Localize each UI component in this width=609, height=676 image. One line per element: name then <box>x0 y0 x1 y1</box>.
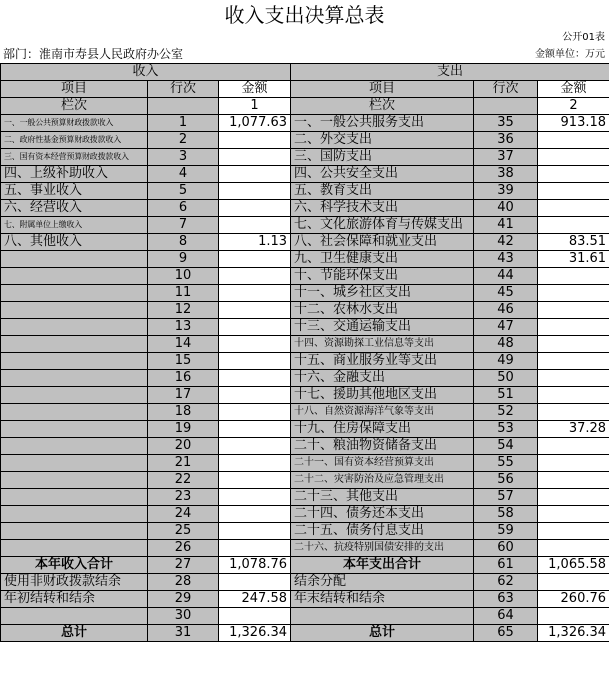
expense-item: 十、节能环保支出 <box>291 268 474 285</box>
expense-amount <box>538 132 609 149</box>
table-row <box>1 455 609 472</box>
expense-item: 十七、援助其他地区支出 <box>291 387 474 404</box>
income-row-no: 12 <box>148 302 219 319</box>
nonfiscal-surplus-label: 使用非财政拨款结余 <box>1 574 148 591</box>
expense-col-blank <box>474 98 538 115</box>
begin-carryover-label: 年初结转和结余 <box>1 591 148 608</box>
income-item <box>1 404 148 421</box>
income-row-no: 22 <box>148 472 219 489</box>
income-item <box>1 506 148 523</box>
income-row-no: 26 <box>148 540 219 557</box>
income-amount <box>219 404 291 421</box>
expense-amount: 37.28 <box>538 421 609 438</box>
income-amount <box>219 319 291 336</box>
table-row <box>1 404 609 421</box>
table-row <box>1 285 609 302</box>
expense-item: 二十四、债务还本支出 <box>291 506 474 523</box>
section-header-row <box>1 64 609 81</box>
surplus-distribution-amount <box>538 574 609 591</box>
income-row-no: 3 <box>148 149 219 166</box>
income-amount <box>219 370 291 387</box>
nonfiscal-surplus-amount <box>219 574 291 591</box>
expense-item: 五、教育支出 <box>291 183 474 200</box>
income-amount <box>219 506 291 523</box>
expense-item: 二、外交支出 <box>291 132 474 149</box>
nonfiscal-row <box>1 574 609 591</box>
income-amount <box>219 149 291 166</box>
expense-item: 七、文化旅游体育与传媒支出 <box>291 217 474 234</box>
expense-row-no: 58 <box>474 506 538 523</box>
income-item <box>1 319 148 336</box>
expense-item: 四、公共安全支出 <box>291 166 474 183</box>
expense-amount <box>538 149 609 166</box>
table-row <box>1 387 609 404</box>
expense-amount: 83.51 <box>538 234 609 251</box>
income-amount <box>219 540 291 557</box>
income-item <box>1 455 148 472</box>
income-item <box>1 251 148 268</box>
expense-row-no: 47 <box>474 319 538 336</box>
income-amount-header: 金额 <box>219 81 291 98</box>
income-amount <box>219 472 291 489</box>
column-index-row <box>1 98 609 115</box>
table-row <box>1 234 609 251</box>
expense-amount <box>538 506 609 523</box>
table-row <box>1 421 609 438</box>
end-carryover-label: 年末结转和结余 <box>291 591 474 608</box>
table-row <box>1 302 609 319</box>
blank-income-amount <box>219 608 291 625</box>
income-row-no: 9 <box>148 251 219 268</box>
expense-amount <box>538 183 609 200</box>
end-carryover-no: 63 <box>474 591 538 608</box>
income-amount <box>219 489 291 506</box>
income-item: 六、经营收入 <box>1 200 148 217</box>
year-income-total-no: 27 <box>148 557 219 574</box>
expense-item: 十八、自然资源海洋气象等支出 <box>291 404 474 421</box>
expense-amount <box>538 387 609 404</box>
year-expense-total-amount: 1,065.58 <box>538 557 609 574</box>
expense-row-no: 52 <box>474 404 538 421</box>
income-item <box>1 523 148 540</box>
income-item <box>1 302 148 319</box>
income-row-no: 5 <box>148 183 219 200</box>
expense-row-no: 44 <box>474 268 538 285</box>
expense-row-no: 35 <box>474 115 538 132</box>
income-item <box>1 370 148 387</box>
income-expense-table <box>0 63 609 642</box>
expense-item: 二十六、抗疫特别国债安排的支出 <box>291 540 474 557</box>
expense-item: 十四、资源勘探工业信息等支出 <box>291 336 474 353</box>
expense-amount <box>538 540 609 557</box>
income-row-no: 20 <box>148 438 219 455</box>
income-amount <box>219 438 291 455</box>
income-amount <box>219 132 291 149</box>
year-expense-total-no: 61 <box>474 557 538 574</box>
expense-row-no: 41 <box>474 217 538 234</box>
expense-amount <box>538 285 609 302</box>
income-amount <box>219 217 291 234</box>
expense-item: 八、社会保障和就业支出 <box>291 234 474 251</box>
income-col-label: 栏次 <box>1 98 148 115</box>
expense-item: 一、一般公共服务支出 <box>291 115 474 132</box>
expense-row-no: 54 <box>474 438 538 455</box>
income-row-no: 4 <box>148 166 219 183</box>
expense-amount: 913.18 <box>538 115 609 132</box>
expense-row-no: 37 <box>474 149 538 166</box>
blank-row <box>1 608 609 625</box>
expense-row-no: 50 <box>474 370 538 387</box>
end-carryover-amount: 260.76 <box>538 591 609 608</box>
table-row <box>1 149 609 166</box>
grand-expense-total-no: 65 <box>474 625 538 642</box>
expense-amount <box>538 302 609 319</box>
income-item <box>1 438 148 455</box>
table-row <box>1 472 609 489</box>
income-row-no: 23 <box>148 489 219 506</box>
blank-income-no: 30 <box>148 608 219 625</box>
income-row-no: 21 <box>148 455 219 472</box>
expense-row-no: 38 <box>474 166 538 183</box>
expense-item: 二十一、国有资本经营预算支出 <box>291 455 474 472</box>
grand-expense-total-amount: 1,326.34 <box>538 625 609 642</box>
expense-item: 二十三、其他支出 <box>291 489 474 506</box>
expense-amount <box>538 472 609 489</box>
year-income-total-amount: 1,078.76 <box>219 557 291 574</box>
surplus-distribution-no: 62 <box>474 574 538 591</box>
income-item <box>1 489 148 506</box>
expense-row-no: 60 <box>474 540 538 557</box>
expense-row-no: 57 <box>474 489 538 506</box>
begin-carryover-amount: 247.58 <box>219 591 291 608</box>
table-row <box>1 336 609 353</box>
table-row <box>1 183 609 200</box>
income-row-no: 10 <box>148 268 219 285</box>
income-amount <box>219 268 291 285</box>
expense-row-no: 55 <box>474 455 538 472</box>
income-row-no: 18 <box>148 404 219 421</box>
surplus-distribution-label: 结余分配 <box>291 574 474 591</box>
income-row-no-header: 行次 <box>148 81 219 98</box>
grand-income-total-amount: 1,326.34 <box>219 625 291 642</box>
expense-row-no-header: 行次 <box>474 81 538 98</box>
income-amount <box>219 166 291 183</box>
expense-amount <box>538 353 609 370</box>
income-row-no: 17 <box>148 387 219 404</box>
expense-item: 三、国防支出 <box>291 149 474 166</box>
expense-amount <box>538 217 609 234</box>
income-item <box>1 268 148 285</box>
expense-item: 九、卫生健康支出 <box>291 251 474 268</box>
table-row <box>1 217 609 234</box>
expense-row-no: 51 <box>474 387 538 404</box>
income-row-no: 19 <box>148 421 219 438</box>
income-item: 四、上级补助收入 <box>1 166 148 183</box>
expense-item: 十二、农林水支出 <box>291 302 474 319</box>
income-amount <box>219 336 291 353</box>
income-row-no: 24 <box>148 506 219 523</box>
expense-item: 十九、住房保障支出 <box>291 421 474 438</box>
expense-amount <box>538 489 609 506</box>
table-row <box>1 319 609 336</box>
income-item: 一、一般公共预算财政拨款收入 <box>1 115 148 132</box>
income-item <box>1 336 148 353</box>
income-amount <box>219 183 291 200</box>
income-item <box>1 387 148 404</box>
blank-income-item <box>1 608 148 625</box>
income-amount <box>219 200 291 217</box>
year-total-row <box>1 557 609 574</box>
income-row-no: 13 <box>148 319 219 336</box>
expense-row-no: 48 <box>474 336 538 353</box>
report-title: 收入支出决算总表 <box>224 3 385 27</box>
income-item <box>1 285 148 302</box>
expense-col-number: 2 <box>538 98 609 115</box>
income-row-no: 15 <box>148 353 219 370</box>
income-amount <box>219 353 291 370</box>
income-row-no: 11 <box>148 285 219 302</box>
blank-expense-item <box>291 608 474 625</box>
table-row <box>1 370 609 387</box>
expense-amount <box>538 268 609 285</box>
income-item <box>1 540 148 557</box>
income-amount <box>219 285 291 302</box>
blank-expense-no: 64 <box>474 608 538 625</box>
department-label: 部门：淮南市寿县人民政府办公室 <box>3 47 184 61</box>
income-item: 七、附属单位上缴收入 <box>1 217 148 234</box>
expense-amount <box>538 438 609 455</box>
table-row <box>1 132 609 149</box>
blank-expense-amount <box>538 608 609 625</box>
income-row-no: 8 <box>148 234 219 251</box>
expense-amount <box>538 523 609 540</box>
expense-item: 六、科学技术支出 <box>291 200 474 217</box>
expense-item-header: 项目 <box>291 81 474 98</box>
table-row <box>1 506 609 523</box>
column-header-row <box>1 81 609 98</box>
year-income-total-label: 本年收入合计 <box>1 557 148 574</box>
income-row-no: 2 <box>148 132 219 149</box>
table-row <box>1 166 609 183</box>
income-col-number: 1 <box>219 98 291 115</box>
expense-amount <box>538 455 609 472</box>
income-amount <box>219 523 291 540</box>
table-row <box>1 540 609 557</box>
expense-amount-header: 金额 <box>538 81 609 98</box>
grand-expense-total-label: 总计 <box>291 625 474 642</box>
expense-row-no: 36 <box>474 132 538 149</box>
expense-amount <box>538 166 609 183</box>
table-row <box>1 268 609 285</box>
income-amount: 1.13 <box>219 234 291 251</box>
expense-row-no: 56 <box>474 472 538 489</box>
expense-item: 十三、交通运输支出 <box>291 319 474 336</box>
table-row <box>1 200 609 217</box>
expense-item: 十六、金融支出 <box>291 370 474 387</box>
income-amount <box>219 387 291 404</box>
expense-item: 二十、粮油物资储备支出 <box>291 438 474 455</box>
income-amount <box>219 455 291 472</box>
income-item <box>1 421 148 438</box>
carryover-row <box>1 591 609 608</box>
expense-row-no: 39 <box>474 183 538 200</box>
expense-row-no: 45 <box>474 285 538 302</box>
income-amount: 1,077.63 <box>219 115 291 132</box>
expense-amount <box>538 319 609 336</box>
expense-item: 二十二、灾害防治及应急管理支出 <box>291 472 474 489</box>
table-row <box>1 251 609 268</box>
income-row-no: 25 <box>148 523 219 540</box>
income-row-no: 16 <box>148 370 219 387</box>
income-item: 三、国有资本经营预算财政拨款收入 <box>1 149 148 166</box>
income-item <box>1 472 148 489</box>
income-item-header: 项目 <box>1 81 148 98</box>
income-row-no: 7 <box>148 217 219 234</box>
expense-row-no: 49 <box>474 353 538 370</box>
grand-income-total-no: 31 <box>148 625 219 642</box>
expense-row-no: 42 <box>474 234 538 251</box>
nonfiscal-surplus-no: 28 <box>148 574 219 591</box>
grand-total-row <box>1 625 609 642</box>
income-header: 收入 <box>1 64 291 81</box>
begin-carryover-no: 29 <box>148 591 219 608</box>
income-item: 二、政府性基金预算财政拨款收入 <box>1 132 148 149</box>
income-item: 五、事业收入 <box>1 183 148 200</box>
income-item: 八、其他收入 <box>1 234 148 251</box>
expense-amount: 31.61 <box>538 251 609 268</box>
table-row <box>1 115 609 132</box>
income-row-no: 6 <box>148 200 219 217</box>
expense-row-no: 46 <box>474 302 538 319</box>
expense-row-no: 43 <box>474 251 538 268</box>
expense-row-no: 59 <box>474 523 538 540</box>
expense-header: 支出 <box>291 64 609 81</box>
year-expense-total-label: 本年支出合计 <box>291 557 474 574</box>
form-code: 公开01表 <box>562 32 605 43</box>
expense-item: 十五、商业服务业等支出 <box>291 353 474 370</box>
expense-amount <box>538 336 609 353</box>
income-row-no: 14 <box>148 336 219 353</box>
grand-income-total-label: 总计 <box>1 625 148 642</box>
income-col-blank <box>148 98 219 115</box>
expense-amount <box>538 404 609 421</box>
expense-amount <box>538 200 609 217</box>
expense-item: 二十五、债务付息支出 <box>291 523 474 540</box>
expense-row-no: 40 <box>474 200 538 217</box>
income-item <box>1 353 148 370</box>
income-amount <box>219 251 291 268</box>
table-row <box>1 353 609 370</box>
expense-item: 十一、城乡社区支出 <box>291 285 474 302</box>
amount-unit: 金额单位：万元 <box>535 49 605 60</box>
income-row-no: 1 <box>148 115 219 132</box>
table-row <box>1 523 609 540</box>
income-amount <box>219 421 291 438</box>
expense-col-label: 栏次 <box>291 98 474 115</box>
table-row <box>1 438 609 455</box>
table-row <box>1 489 609 506</box>
expense-amount <box>538 370 609 387</box>
income-amount <box>219 302 291 319</box>
expense-row-no: 53 <box>474 421 538 438</box>
